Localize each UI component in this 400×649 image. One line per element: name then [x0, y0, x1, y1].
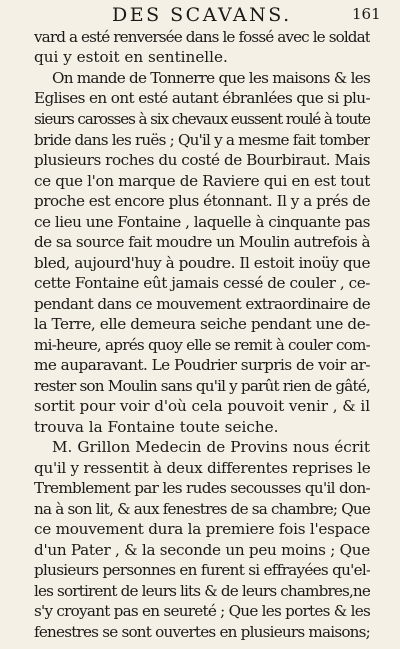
text-line: plusieurs personnes en furent si effrayées qu'el-	[34, 561, 370, 579]
text-line: cette Fontaine eût jamais cessé de couler , ce-	[34, 274, 370, 292]
text-line: ce mouvement dura la premiere fois l'espace	[34, 520, 370, 538]
text-line: Eglises en ont esté autant ébranlées que si plu-	[34, 89, 370, 107]
text-line: la Terre, elle demeura seiche pendant une de-	[34, 315, 370, 333]
paragraph-first-line: M. Grillon Medecin de Provins nous écrit	[52, 438, 370, 456]
text-line: d'un Pater , & la seconde un peu moins ; Que	[34, 541, 370, 559]
text-line: sieurs carosses à six chevaux eussent roulé à toute	[34, 110, 370, 128]
text-line: qu'il y ressentit à deux differentes reprises le	[34, 459, 370, 477]
text-line: sortit pour voir d'où cela pouvoit venir , & il	[34, 397, 370, 415]
text-line: qui y estoit en sentinelle.	[34, 48, 228, 66]
text-line: s'y croyant pas en seureté ; Que les portes & les	[34, 602, 370, 620]
paragraph-first-line: On mande de Tonnerre que les maisons & les	[52, 69, 370, 87]
text-line: ce que l'on marque de Raviere qui en est tout	[34, 172, 370, 190]
page-number: 161	[352, 5, 381, 23]
text-line: vard a esté renversée dans le fossé avec le soldat	[34, 28, 370, 46]
text-line: les sortirent de leurs lits & de leurs chambres,ne	[34, 582, 370, 600]
text-line: bled, aujourd'huy à poudre. Il estoit inoüy que	[34, 254, 370, 272]
text-line: plusieurs roches du costé de Bourbiraut. Mais	[34, 151, 370, 169]
text-line: fenestres se sont ouvertes en plusieurs maisons;	[34, 623, 370, 641]
text-line: trouva la Fontaine toute seiche.	[34, 418, 279, 436]
text-line: bride dans les ruës ; Qu'il y a mesme fait tomber	[34, 131, 370, 149]
running-title: DES SCAVANS.	[112, 4, 292, 26]
text-line: proche est encore plus étonnant. Il y a prés de	[34, 192, 370, 210]
text-line: ce lieu une Fontaine , laquelle à cinquante pas	[34, 213, 370, 231]
text-line: de sa source fait moudre un Moulin autrefois à	[34, 233, 370, 251]
text-line: me auparavant. Le Poudrier surpris de voir ar-	[34, 356, 370, 374]
text-line: na à son lit, & aux fenestres de sa chambre; Que	[34, 500, 370, 518]
text-line: mi-heure, aprés quoy elle se remit à couler com-	[34, 336, 370, 354]
text-line: pendant dans ce mouvement extraordinaire de	[34, 295, 370, 313]
text-line: rester son Moulin sans qu'il y parût rien de gâté,	[34, 377, 370, 395]
text-line: Tremblement par les rudes secousses qu'il don-	[34, 479, 370, 497]
